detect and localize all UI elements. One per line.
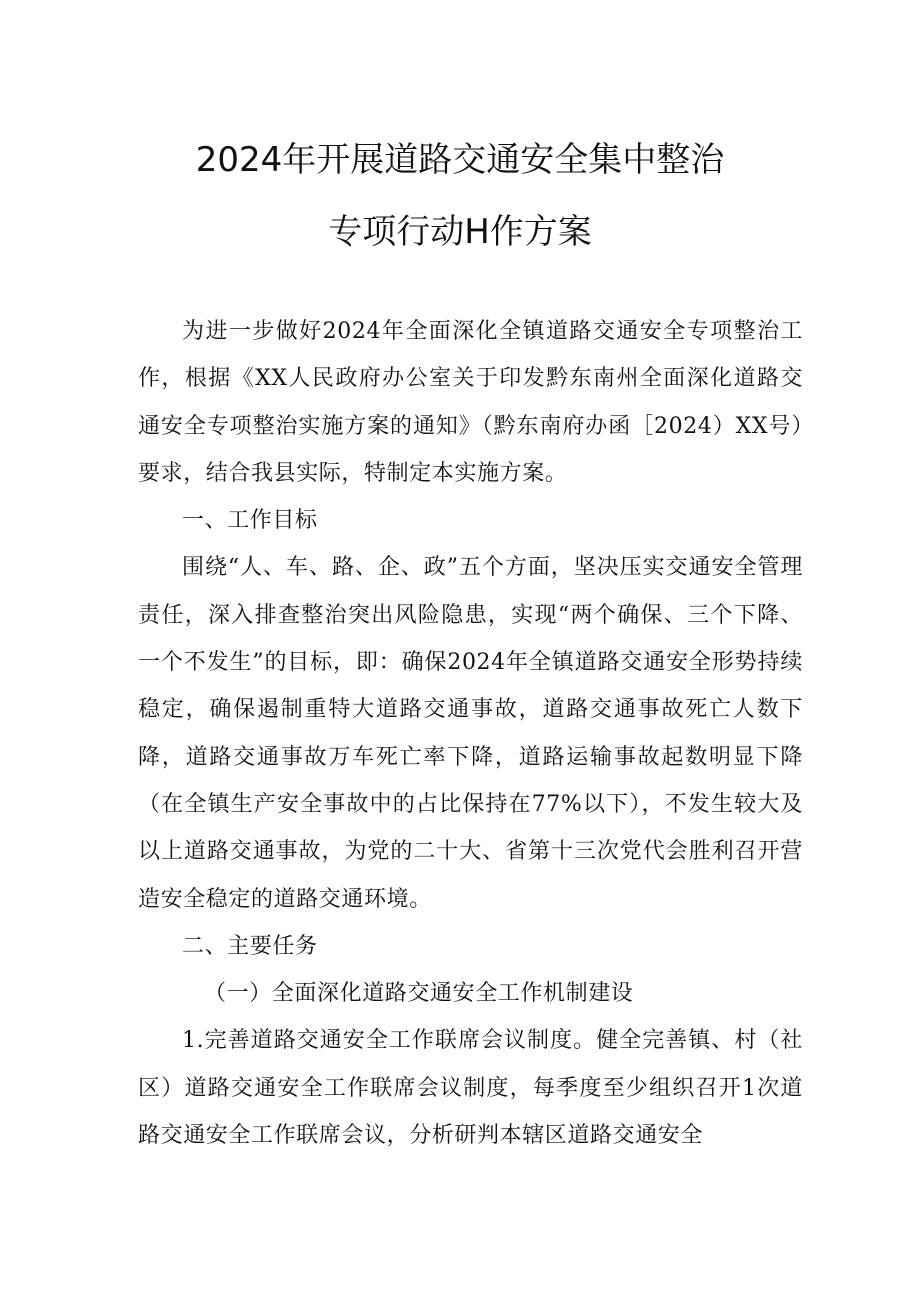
- intro-paragraph: 为进一步做好2024年全面深化全镇道路交通安全专项整治工作，根据《XX人民政府办公室关于印发黔东南州全面深化道路交通安全专项整治实施方案的通知》（黔东南府办函［2024）XX号）要求，结合我县实际，特制定本实施方案。: [138, 319, 803, 486]
- document-body: [138, 308, 803, 1159]
- subsection-heading-mechanism: （一）全面深化道路交通安全工作机制建设: [204, 981, 634, 1007]
- goals-paragraph: 围绕“人、车、路、企、政”五个方面，坚决压实交通安全管理责任，深入排查整治突出风险隐患，实现“两个确保、三个下降、一个不发生”的目标，即：确保2024年全镇道路交通安全形势持续稳定，确保遏制重特大道路交通事故，道路交通事故死亡人数下降，道路交通事故万车死亡率下降，道路运输事故起数明显下降（在全镇生产安全事故中的占比保持在77%以下），不发生较大及以上道路交通事故，为党的二十大、省第十三次党代会胜利召开营造安全稳定的道路交通环境。: [138, 555, 803, 912]
- section-heading-goals: 一、工作目标: [182, 508, 318, 534]
- document-title: [0, 124, 920, 268]
- title-line-1: 2024年开展道路交通安全集中整治: [195, 140, 725, 180]
- title-line-2: 专项行动H作方案: [328, 212, 592, 252]
- section-heading-tasks: 二、主要任务: [182, 933, 318, 959]
- item-paragraph-1: 1.完善道路交通安全工作联席会议制度。健全完善镇、村（社区）道路交通安全工作联席会议制度，每季度至少组织召开1次道路交通安全工作联席会议，分析研判本辖区道路交通安全: [138, 1028, 803, 1149]
